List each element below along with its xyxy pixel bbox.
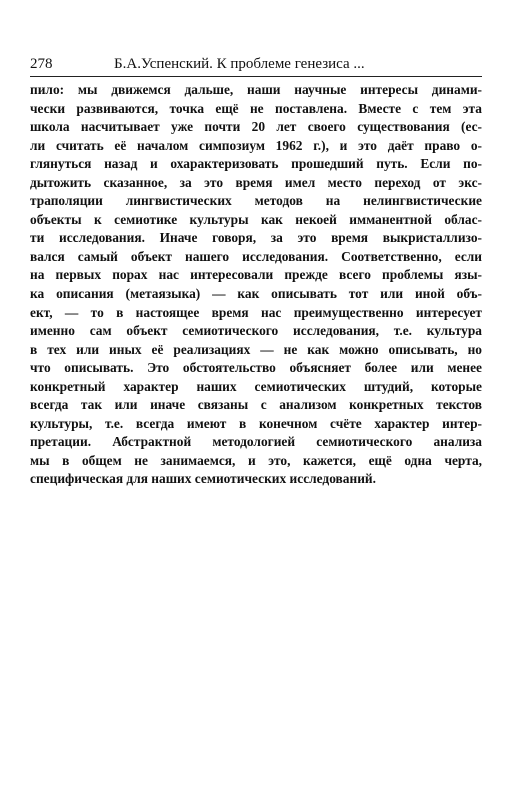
running-title: Б.А.Успенский. К проблеме генезиса ... bbox=[114, 56, 365, 72]
text-line: объекты к семиотике культуры как некоей имманентной облас- bbox=[30, 211, 482, 227]
text-line: на первых порах нас интересовали прежде всего проблемы язы- bbox=[30, 267, 482, 283]
text-line: ли считать её началом симпозиум 1962 г.), и это даёт право о- bbox=[30, 137, 482, 153]
text-line: глянуться назад и охарактеризовать прошедший путь. Если по- bbox=[30, 156, 482, 172]
text-line: специфическая для наших семиотических исследований. bbox=[30, 471, 376, 487]
page-header bbox=[30, 50, 482, 74]
body-paragraph bbox=[30, 81, 482, 489]
text-line: ект, — то в настоящее время нас преимущественно интересует bbox=[30, 304, 482, 320]
text-line: пило: мы движемся дальше, наши научные интересы динами- bbox=[30, 82, 482, 97]
text-line: вался самый объект нашего исследования. Соответственно, если bbox=[30, 248, 482, 264]
text-line: именно сам объект семиотического исследования, т.е. культура bbox=[30, 323, 482, 339]
text-line: что описывать. Это обстоятельство объясняет более или менее bbox=[30, 360, 482, 376]
text-line: ка описания (метаязыка) — как описывать тот или иной объ- bbox=[30, 286, 482, 302]
text-line: претации. Абстрактной методологией семиотического анализа bbox=[30, 434, 482, 450]
text-line: ти исследования. Иначе говоря, за это время выкристаллизо- bbox=[30, 230, 482, 246]
page-number: 278 bbox=[30, 56, 53, 72]
header-rule bbox=[30, 76, 482, 77]
text-line: мы в общем не занимаемся, и это, кажется, ещё одна черта, bbox=[30, 452, 482, 468]
text-line: траполяции лингвистических методов на нелингвистические bbox=[30, 193, 482, 209]
text-line: в тех или иных её реализациях — не как можно описывать, но bbox=[30, 341, 482, 357]
text-line: всегда так или иначе связаны с анализом конкретных текстов bbox=[30, 397, 482, 413]
text-line: культуры, т.е. всегда имеют в конечном счёте характер интер- bbox=[30, 415, 482, 431]
text-line: дытожить сказанное, за это время имел место переход от экс- bbox=[30, 174, 482, 190]
text-line: школа насчитывает уже почти 20 лет своего существования (ес- bbox=[30, 119, 482, 135]
text-line: конкретный характер наших семиотических штудий, которые bbox=[30, 378, 482, 394]
text-line: чески развиваются, точка ещё не поставлена. Вместе с тем эта bbox=[30, 100, 482, 116]
